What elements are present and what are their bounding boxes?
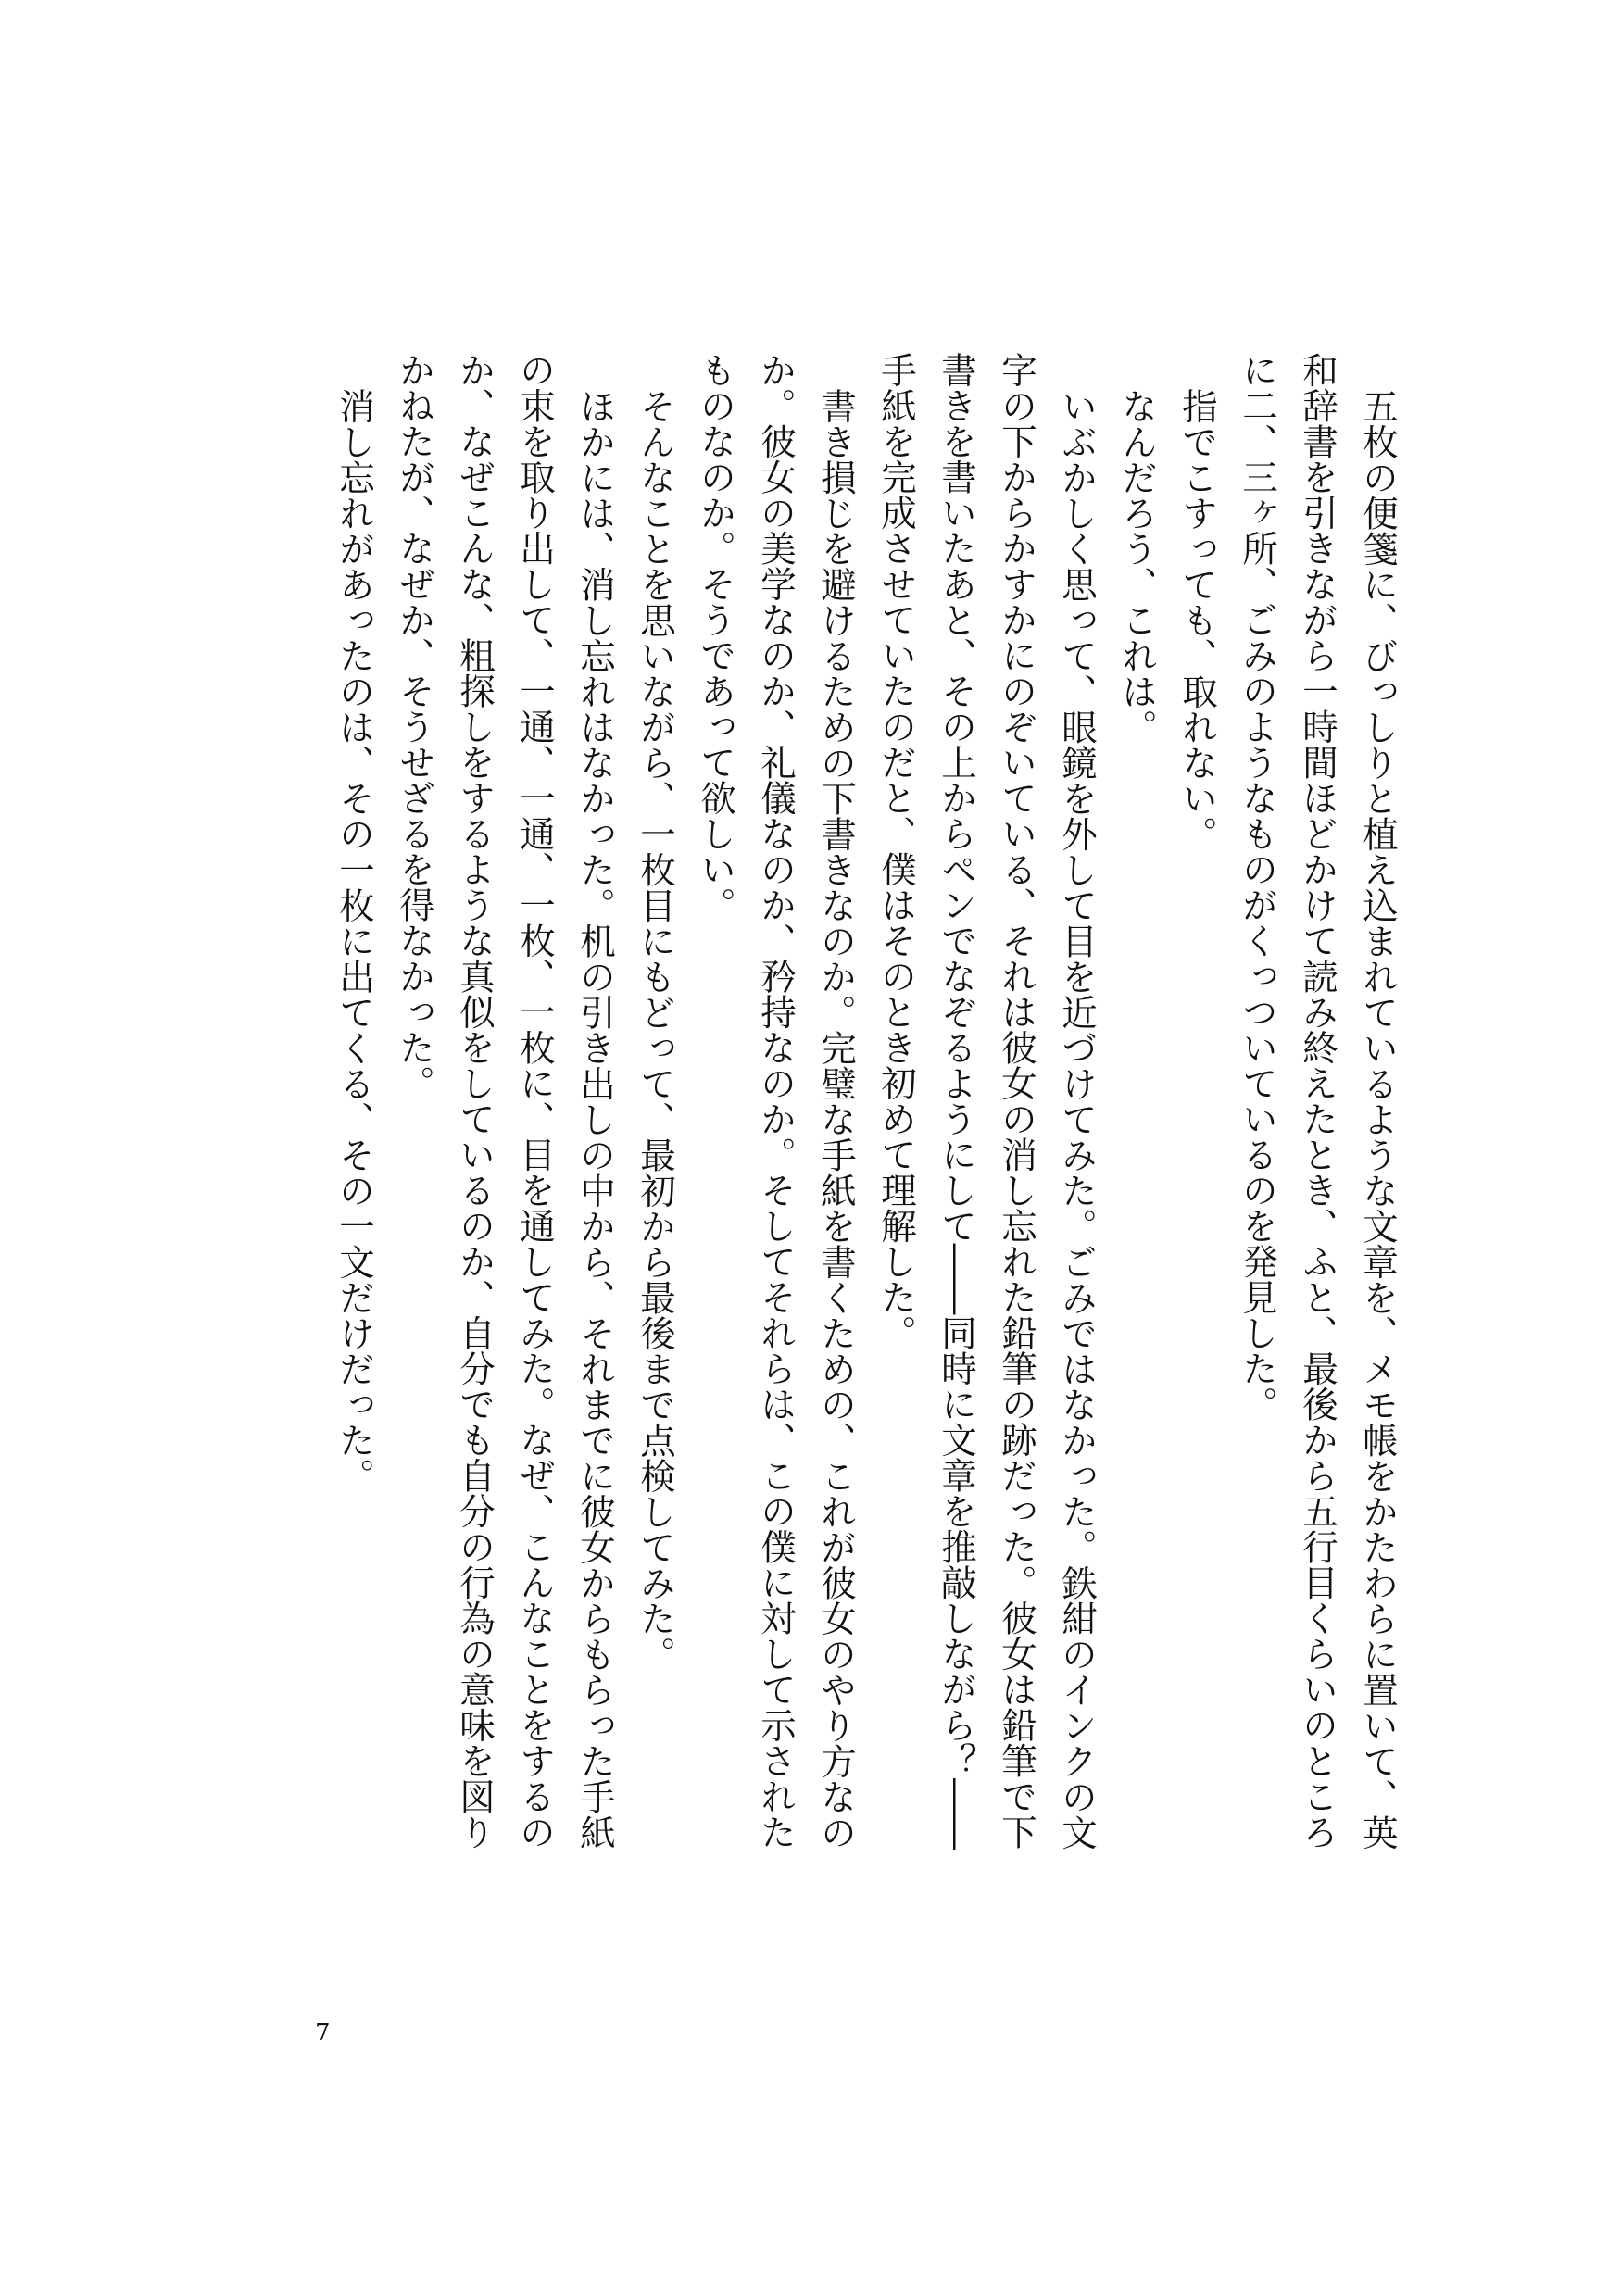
vertical-text-body: [167, 352, 1408, 1880]
paragraph-7: ほかには、消し忘れはなかった。机の引き出しの中から、それまでに彼女からもらった手紙の束を取り出して、一通、一通、一枚、一枚に、目を通してみた。なぜ、こんなことをするのか、なぜこんな、粗探しをするような真似をしているのか、自分でも自分の行為の意味を図りかねたが、なぜか、そうせざるを得なかった。: [394, 352, 616, 1850]
page-number: 7: [315, 2019, 331, 2047]
paragraph-3: なんだろう、これは。: [1116, 387, 1158, 745]
paragraph-4: いぶかしく思って、眼鏡を外して目を近づけてみた。ごみではなかった。鉄紺のインクの文字の下からかすかにのぞいている、それは彼女の消し忘れた鉛筆の跡だった。彼女は鉛筆で下書きを書いたあと、その上からペンでなぞるようにして――同時に文章を推敲しながら？――手紙を完成させていたのだと、僕はそのとき初めて理解した。: [875, 352, 1098, 1850]
paragraph-8: 消し忘れがあったのは、その一枚に出てくる、その一文だけだった。: [333, 387, 375, 1493]
paragraph-1: 五枚の便箋に、びっしりと植え込まれているような文章を、メモ帳をかたわらに置いて、英和辞書を引きながら一時間ほどかけて読み終えたとき、ふと、最後から五行目くらいのところに二、三ヶ所、ごみのようなものがくっついているのを発見した。: [1237, 352, 1399, 1850]
paragraph-6: そんなことを思いながら、一枚目にもどって、最初から最後まで点検してみた。: [635, 387, 676, 1672]
paragraph-2: 指でこすっても、取れない。: [1176, 387, 1218, 851]
paragraph-5: 書き損じを避けるための下書きなのか。完璧な手紙を書くための、これが彼女のやり方なのか。彼女の美学なのか、礼儀なのか、矜持なのか。そしてそれらは、この僕に対して示されたものなのか。そうであって欲しい。: [695, 352, 857, 1850]
